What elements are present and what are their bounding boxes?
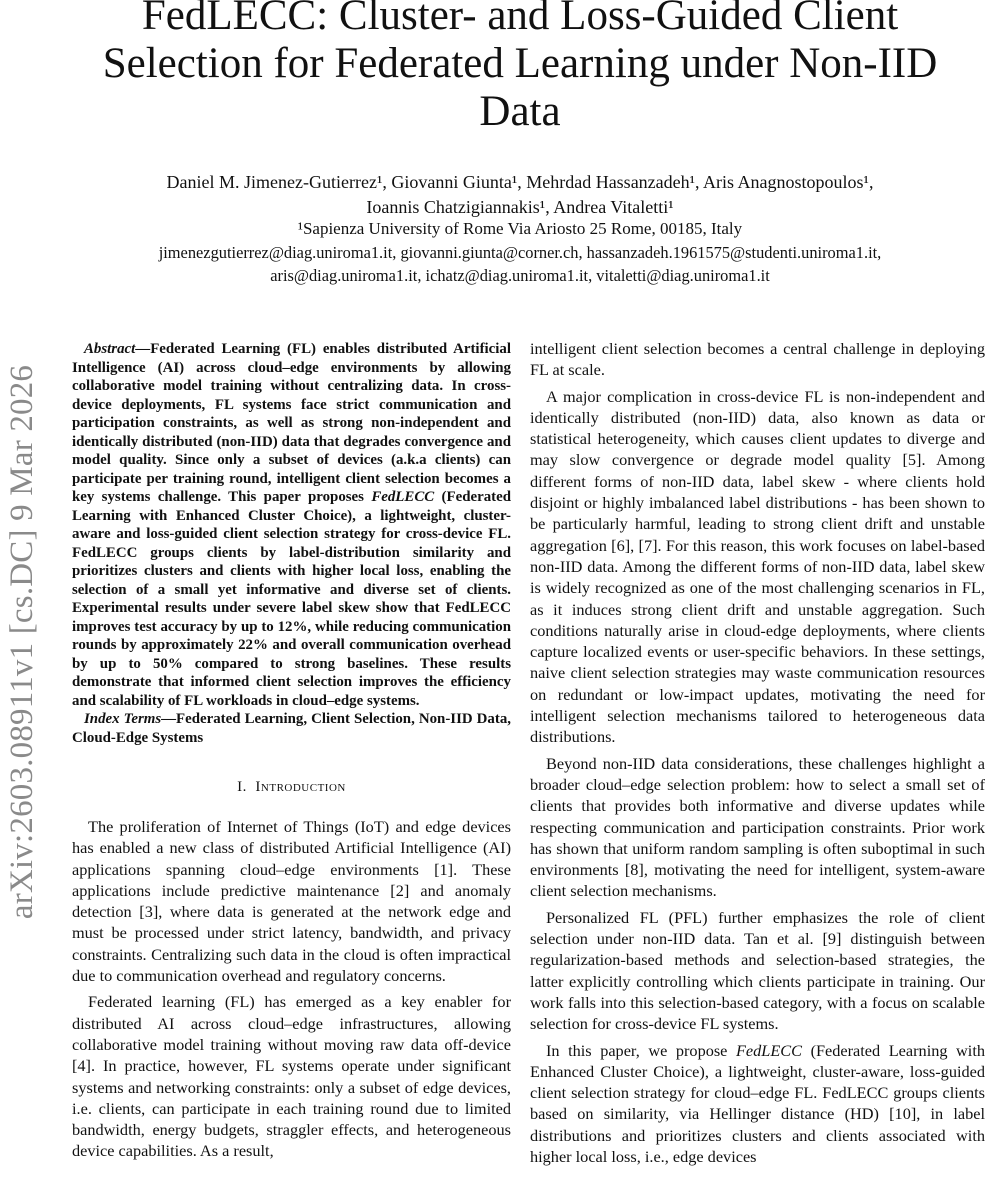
email-list [70, 241, 970, 287]
intro-paragraph-1: The proliferation of Internet of Things (IoT) and edge devices has enabled a new class of distributed Artificial Intelligence (AI) applications spanning cloud–edge environments [1]. These applications include predictive maintenance [2] and anomaly detection [3], where data is generated at the network edge and must be processed under strict latency, bandwidth, and privacy constraints. Centralizing such data in the cloud is often impractical due to communication overhead and regulatory concerns. [72, 817, 511, 986]
index-terms [72, 710, 511, 747]
intro-paragraph-3: A major complication in cross-device FL is non-independent and identically distributed (non-IID) data, also known as data or statistical heterogeneity, which causes client updates to diverge and may slow convergence or degrade model quality [5]. Among different forms of non-IID data, label skew - where clients hold disjoint or highly imbalanced label distributions - has been shown to be particularly harmful, leading to strong client drift and unstable aggregation [6], [7]. For this reason, this work focuses on label-based non-IID data. Among the different forms of non-IID data, label skew is widely recognized as one of the most challenging scenarios in FL, as it induces strong client drift and unstable aggregation. Such conditions naturally arise in cloud-edge deployments, where clients capture localized events or user-specific behaviors. In these settings, naive client selection strategies may waste communication resources on redundant or low-impact updates, motivating the need for intelligent selection mechanisms tailored to heterogeneous data distributions. [530, 386, 985, 747]
authors-line-2: Ioannis Chatzigiannakis¹, Andrea Vitaletti¹ [366, 197, 674, 217]
abstract-text-2: (Federated Learning with Enhanced Cluster Choice), a lightweight, cluster-aware and loss-guided client selection strategy for cross-device FL. FedLECC groups clients by label-distribution similarity and prioritizes clusters and clients with higher local loss, enabling the selection of a small yet informative and diverse set of clients. Experimental results under severe label skew show that FedLECC improves test accuracy by up to 12%, while reducing communication rounds by approximately 22% and overall communication overhead by up to 50% compared to strong baselines. These results demonstrate that informed client selection improves the efficiency and scalability of FL workloads in cloud–edge systems. [72, 489, 512, 709]
abstract-text-1: —Federated Learning (FL) enables distributed Artificial Intelligence (AI) across cloud–edge environments by allowing collaborative model training without centralizing data. In cross-device deployments, FL systems face strict communication and participation constraints, as well as strong non-independent and identically distributed (non-IID) data that degrades convergence and model quality. Since only a subset of devices (a.k.a clients) can participate per training round, intelligent client selection becomes a key systems challenge. This paper proposes [72, 341, 511, 505]
method-name: FedLECC [735, 1040, 803, 1060]
intro-paragraph-6-a: In this paper, we propose [546, 1040, 736, 1060]
intro-paragraph-2: Federated learning (FL) has emerged as a key enabler for distributed AI across cloud–edge infrastructures, allowing collaborative model training without moving raw data off-device [4]. In practice, however, FL systems operate under significant systems and networking constraints: only a subset of edge devices, i.e. clients, can participate in each training round due to limited bandwidth, energy budgets, straggler effects, and heterogeneous device capabilities. As a result, [72, 992, 511, 1161]
emails-line-2: aris@diag.uniroma1.it, ichatz@diag.uniroma1.it, vitaletti@diag.uniroma1.it [270, 266, 770, 285]
index-terms-label: Index Terms [84, 711, 162, 727]
index-terms-text: —Federated Learning, Client Selection, Non-IID Data, Cloud-Edge Systems [72, 711, 511, 746]
right-column [530, 338, 985, 1172]
authors-line-1: Daniel M. Jimenez-Gutierrez¹, Giovanni Giunta¹, Mehrdad Hassanzadeh¹, Aris Anagnostopoulos¹, [166, 172, 874, 192]
arxiv-stamp: arXiv:2603.08911v1 [cs.DC] 9 Mar 2026 [4, 364, 40, 920]
left-column [72, 340, 511, 1167]
intro-paragraph-2-continued: intelligent client selection becomes a central challenge in deploying FL at scale. [530, 339, 985, 380]
intro-paragraph-4: Beyond non-IID data considerations, these challenges highlight a broader cloud–edge selection problem: how to select a small set of clients that provides both informative and diverse updates while respecting communication and participation constraints. Prior work has shown that uniform random sampling is often suboptimal in such environments [8], motivating the need for intelligent, system-aware client selection mechanisms. [530, 753, 985, 901]
abstract [72, 340, 511, 710]
affiliation: ¹Sapienza University of Rome Via Ariosto 25 Rome, 00185, Italy [297, 219, 743, 238]
intro-paragraph-6 [530, 1040, 985, 1168]
abstract-method-name: FedLECC [371, 489, 435, 505]
section-heading-introduction [72, 779, 511, 796]
section-number: I. [237, 779, 247, 795]
author-list [70, 170, 970, 220]
intro-paragraph-6-b: (Federated Learning with Enhanced Cluster Choice), a lightweight, cluster-aware, loss-guided client selection strategy for cloud–edge FL. FedLECC groups clients based on similarity, via Hellinger distance (HD) [10], in label distributions and prioritizes clusters and clients associated with higher local loss, i.e., edge devices [530, 1040, 985, 1166]
emails-line-1: jimenezgutierrez@diag.uniroma1.it, giovanni.giunta@corner.ch, hassanzadeh.1961575@studenti.uniroma1.it, [158, 243, 882, 262]
abstract-label: Abstract [84, 341, 136, 357]
paper-title: FedLECC: Cluster- and Loss-Guided Client Selection for Federated Learning under Non-IID Data [102, 0, 938, 135]
section-title: Introduction [255, 779, 346, 795]
intro-paragraph-5: Personalized FL (PFL) further emphasizes the role of client selection under non-IID data. Tan et al. [9] distinguish between regularization-based methods and selection-based strategies, the latter explicitly controlling which clients participate in training. Our work falls into this selection-based category, with a focus on scalable selection for cross-device FL systems. [530, 907, 985, 1034]
